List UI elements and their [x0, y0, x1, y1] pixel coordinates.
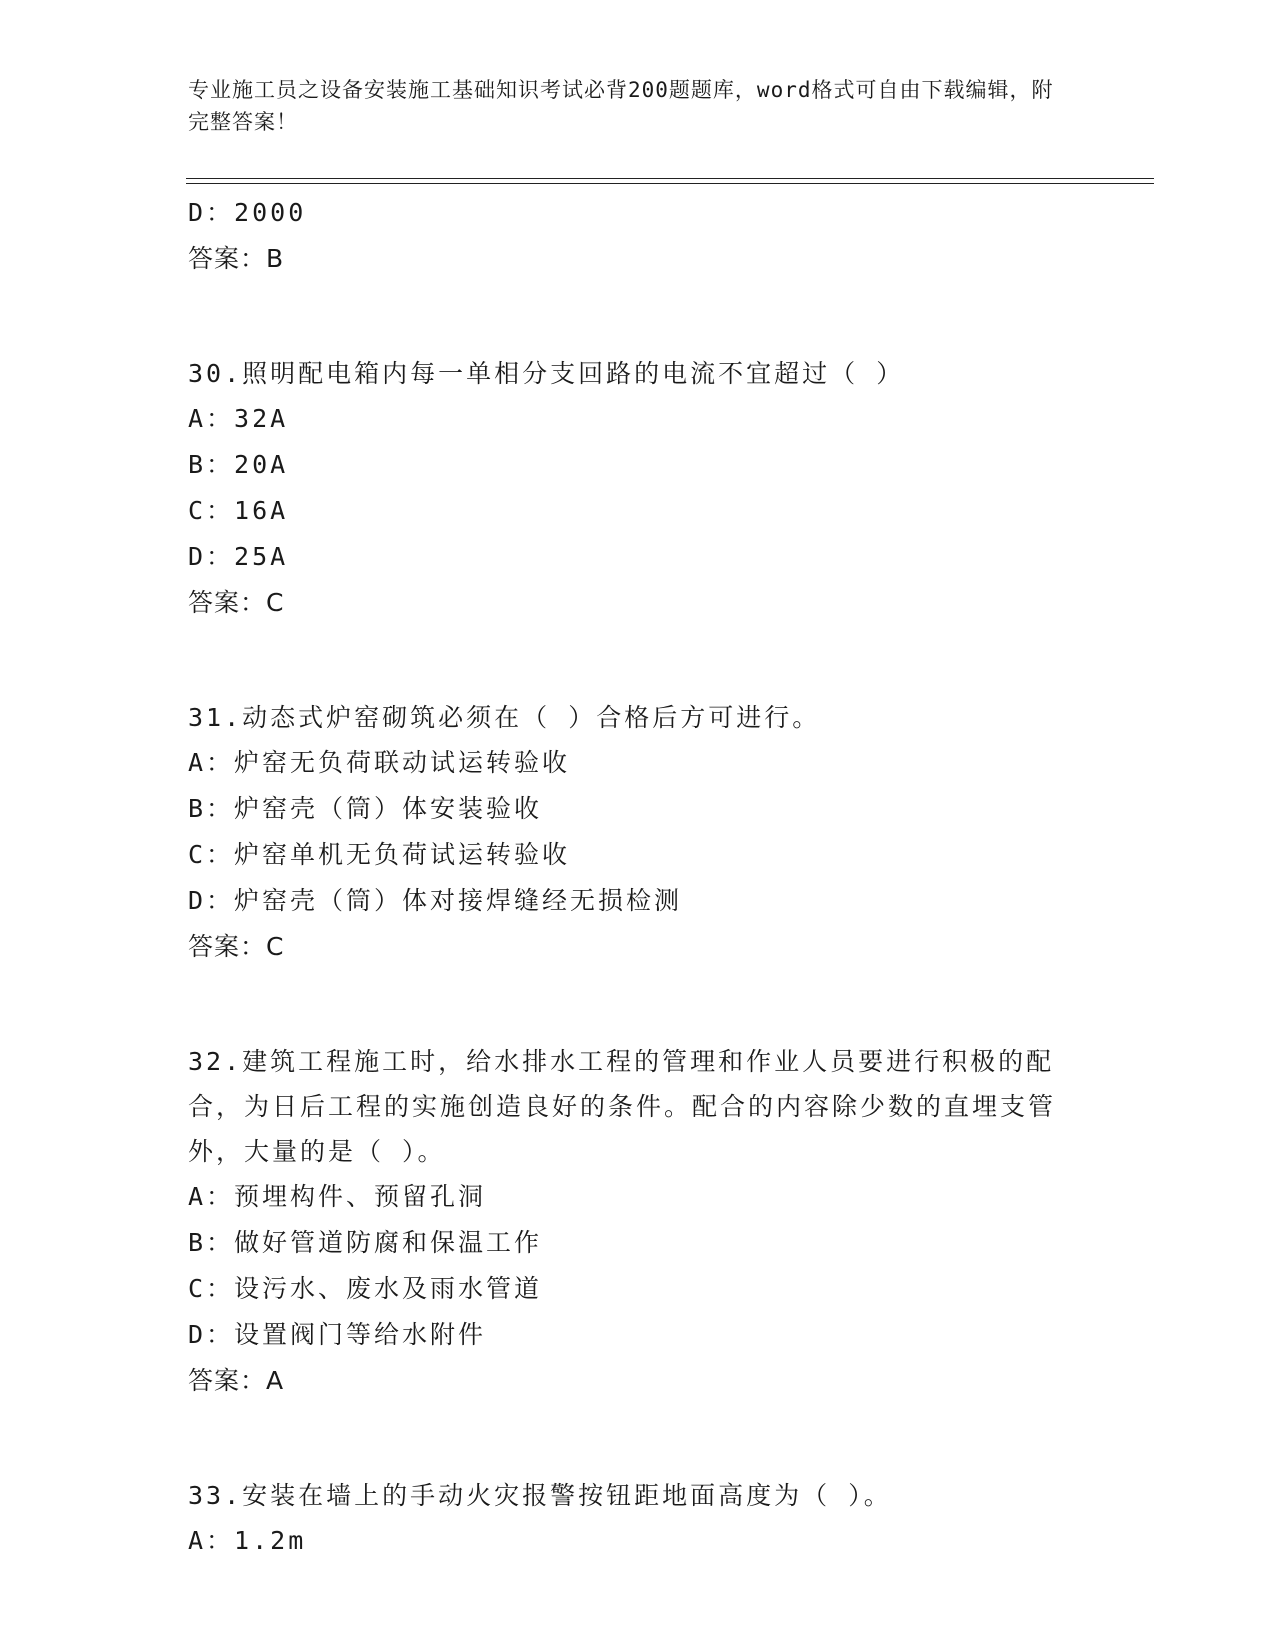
- option-a: A：1.2m: [188, 1526, 307, 1555]
- option-b: B：做好管道防腐和保温工作: [188, 1228, 543, 1257]
- question-text: 31.动态式炉窑砌筑必须在（ ）合格后方可进行。: [188, 703, 821, 732]
- option-a: A：炉窑无负荷联动试运转验收: [188, 748, 571, 777]
- question-30: [188, 351, 1088, 626]
- question-32: [188, 1039, 1088, 1404]
- answer: 答案：B: [188, 244, 285, 273]
- option-c: C：炉窑单机无负荷试运转验收: [188, 840, 571, 869]
- option-c: C：设污水、废水及雨水管道: [188, 1274, 543, 1303]
- option-b: B：炉窑壳（筒）体安装验收: [188, 794, 543, 823]
- question-text: 30.照明配电箱内每一单相分支回路的电流不宜超过（ ）: [188, 359, 905, 388]
- option-a: A：32A: [188, 404, 289, 433]
- option-d: D：炉窑壳（筒）体对接焊缝经无损检测: [188, 886, 683, 915]
- option-d: D：2000: [188, 198, 307, 227]
- question-33: [188, 1473, 1088, 1564]
- option-b: B：20A: [188, 450, 289, 479]
- question-text: 32.建筑工程施工时，给水排水工程的管理和作业人员要进行积极的配合，为日后工程的实施创造良好的条件。配合的内容除少数的直埋支管外，大量的是（ ）。: [188, 1047, 1057, 1166]
- option-a: A：预埋构件、预留孔洞: [188, 1182, 487, 1211]
- question-text: 33.安装在墙上的手动火灾报警按钮距地面高度为（ ）。: [188, 1481, 892, 1510]
- answer: 答案：A: [188, 1366, 285, 1395]
- option-d: D：25A: [188, 542, 289, 571]
- option-c: C：16A: [188, 496, 289, 525]
- header-divider: [186, 178, 1154, 179]
- answer: 答案：C: [188, 588, 285, 617]
- question-list: [188, 190, 1088, 1564]
- answer: 答案：C: [188, 932, 285, 961]
- document-header: 专业施工员之设备安装施工基础知识考试必背200题题库，word格式可自由下载编辑，附完整答案！: [188, 78, 1054, 134]
- question-31: [188, 695, 1088, 970]
- option-d: D：设置阀门等给水附件: [188, 1320, 487, 1349]
- header-divider: [186, 183, 1154, 184]
